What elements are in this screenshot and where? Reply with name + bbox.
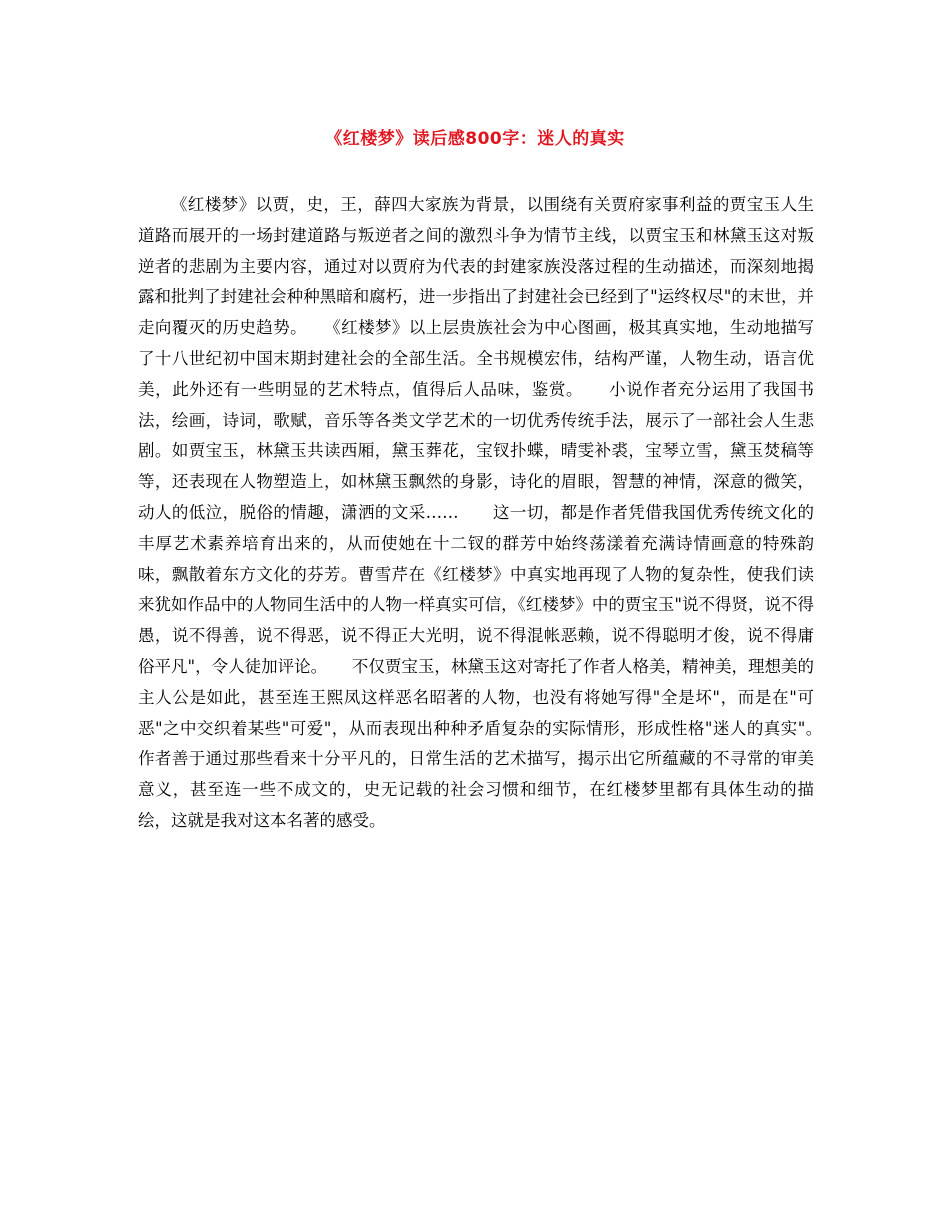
document-title: 《红楼梦》读后感800字：迷人的真实 xyxy=(325,129,625,149)
document-body-paragraph: 《红楼梦》以贾，史，王，薛四大家族为背景，以围绕有关贾府家事利益的贾宝玉人生道路而展开的一场封建道路与叛逆者之间的激烈斗争为情节主线，以贾宝玉和林黛玉这对叛逆者的悲剧为主要内容，通过对以贾府为代表的封建家族没落过程的生动描述，而深刻地揭露和批判了封建社会种种黑暗和腐朽，进一步指出了封建社会已经到了"运终权尽"的末世，并走向覆灭的历史趋势。 《红楼梦》以上层贵族社会为中心图画，极其真实地，生动地描写了十八世纪初中国末期封建社会的全部生活。全书规模宏伟，结构严谨，人物生动，语言优美，此外还有一些明显的艺术特点，值得后人品味，鉴赏。 小说作者充分运用了我国书法，绘画，诗词，歌赋，音乐等各类文学艺术的一切优秀传统手法，展示了一部社会人生悲剧。如贾宝玉，林黛玉共读西厢，黛玉葬花，宝钗扑蝶，晴雯补裘，宝琴立雪，黛玉焚稿等等，还表现在人物塑造上，如林黛玉飘然的身影，诗化的眉眼，智慧的神情，深意的微笑，动人的低泣，脱俗的情趣，潇洒的文采…… 这一切，都是作者凭借我国优秀传统文化的丰厚艺术素养培育出来的，从而使她在十二钗的群芳中始终荡漾着充满诗情画意的特殊韵味，飘散着东方文化的芬芳。曹雪芹在《红楼梦》中真实地再现了人物的复杂性，使我们读来犹如作品中的人物同生活中的人物一样真实可信，《红楼梦》中的贾宝玉"说不得贤，说不得愚，说不得善，说不得恶，说不得正大光明，说不得混帐恶赖，说不得聪明才俊，说不得庸俗平凡"，令人徒加评论。 不仅贾宝玉，林黛玉这对寄托了作者人格美，精神美，理想美的主人公是如此，甚至连王熙凤这样恶名昭著的人物，也没有将她写得"全是坏"，而是在"可恶"之中交织着某些"可爱"，从而表现出种种矛盾复杂的实际情形，形成性格"迷人的真实"。 作者善于通过那些看来十分平凡的，日常生活的艺术描写，揭示出它所蕴藏的不寻常的审美意义，甚至连一些不成文的，史无记载的社会习惯和细节，在红楼梦里都有具体生动的描绘，这就是我对这本名著的感受。 xyxy=(138,195,847,830)
